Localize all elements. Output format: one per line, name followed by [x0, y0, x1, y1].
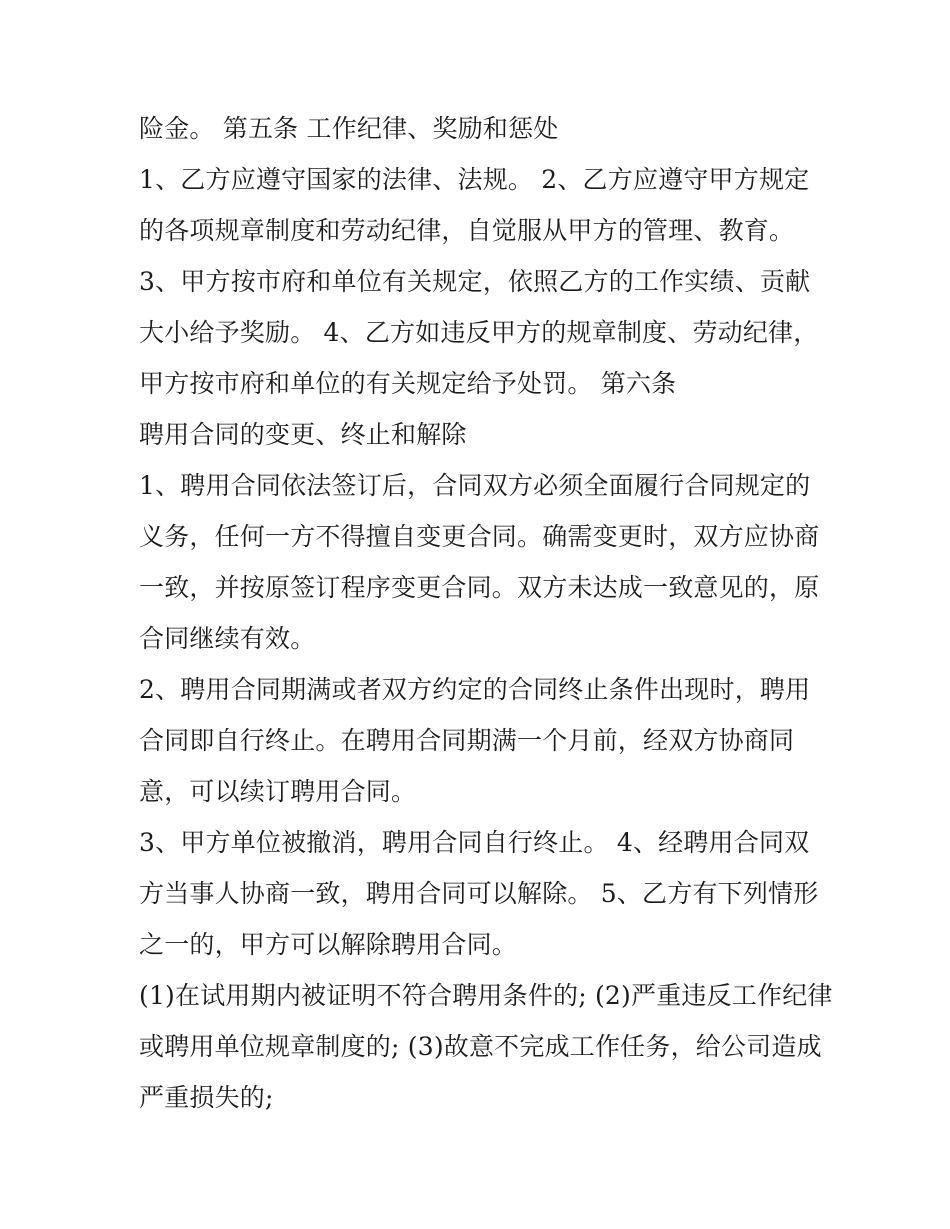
text-line: 的各项规章制度和劳动纪律，自觉服从甲方的管理、教育。: [139, 216, 795, 245]
text-line: 意，可以续订聘用合同。: [139, 777, 417, 806]
text-line: 甲方按市府和单位的有关规定给予处罚。 第六条: [139, 369, 677, 398]
text-line: 大小给予奖励。 4、乙方如违反甲方的规章制度、劳动纪律，: [139, 318, 819, 347]
text-line: 1、乙方应遵守国家的法律、法规。 2、乙方应遵守甲方规定: [139, 165, 810, 194]
text-line: 3、甲方按市府和单位有关规定，依照乙方的工作实绩、贡献: [139, 267, 811, 296]
text-line: 之一的，甲方可以解除聘用合同。: [139, 930, 518, 959]
text-line: 严重损失的;: [139, 1083, 274, 1112]
text-line: 合同即自行终止。在聘用合同期满一个月前，经双方协商同: [139, 726, 795, 755]
text-line: 3、甲方单位被撤消，聘用合同自行终止。 4、经聘用合同双: [139, 828, 810, 857]
text-line: 方当事人协商一致，聘用合同可以解除。 5、乙方有下列情形: [139, 879, 819, 908]
text-line: 一致，并按原签订程序变更合同。双方未达成一致意见的，原: [139, 573, 820, 602]
text-line: 合同继续有效。: [139, 624, 316, 653]
text-line: 义务，任何一方不得擅自变更合同。确需变更时，双方应协商: [139, 522, 820, 551]
text-line: (1)在试用期内被证明不符合聘用条件的; (2)严重违反工作纪律: [139, 981, 833, 1010]
text-line: 2、聘用合同期满或者双方约定的合同终止条件出现时，聘用: [139, 675, 811, 704]
text-line: 聘用合同的变更、终止和解除: [139, 420, 467, 449]
text-line: 1、聘用合同依法签订后，合同双方必须全面履行合同规定的: [139, 471, 811, 500]
document-body: [139, 110, 833, 1130]
text-line: 险金。 第五条 工作纪律、奖励和惩处: [139, 114, 559, 143]
text-line: 或聘用单位规章制度的; (3)故意不完成工作任务，给公司造成: [139, 1032, 822, 1061]
